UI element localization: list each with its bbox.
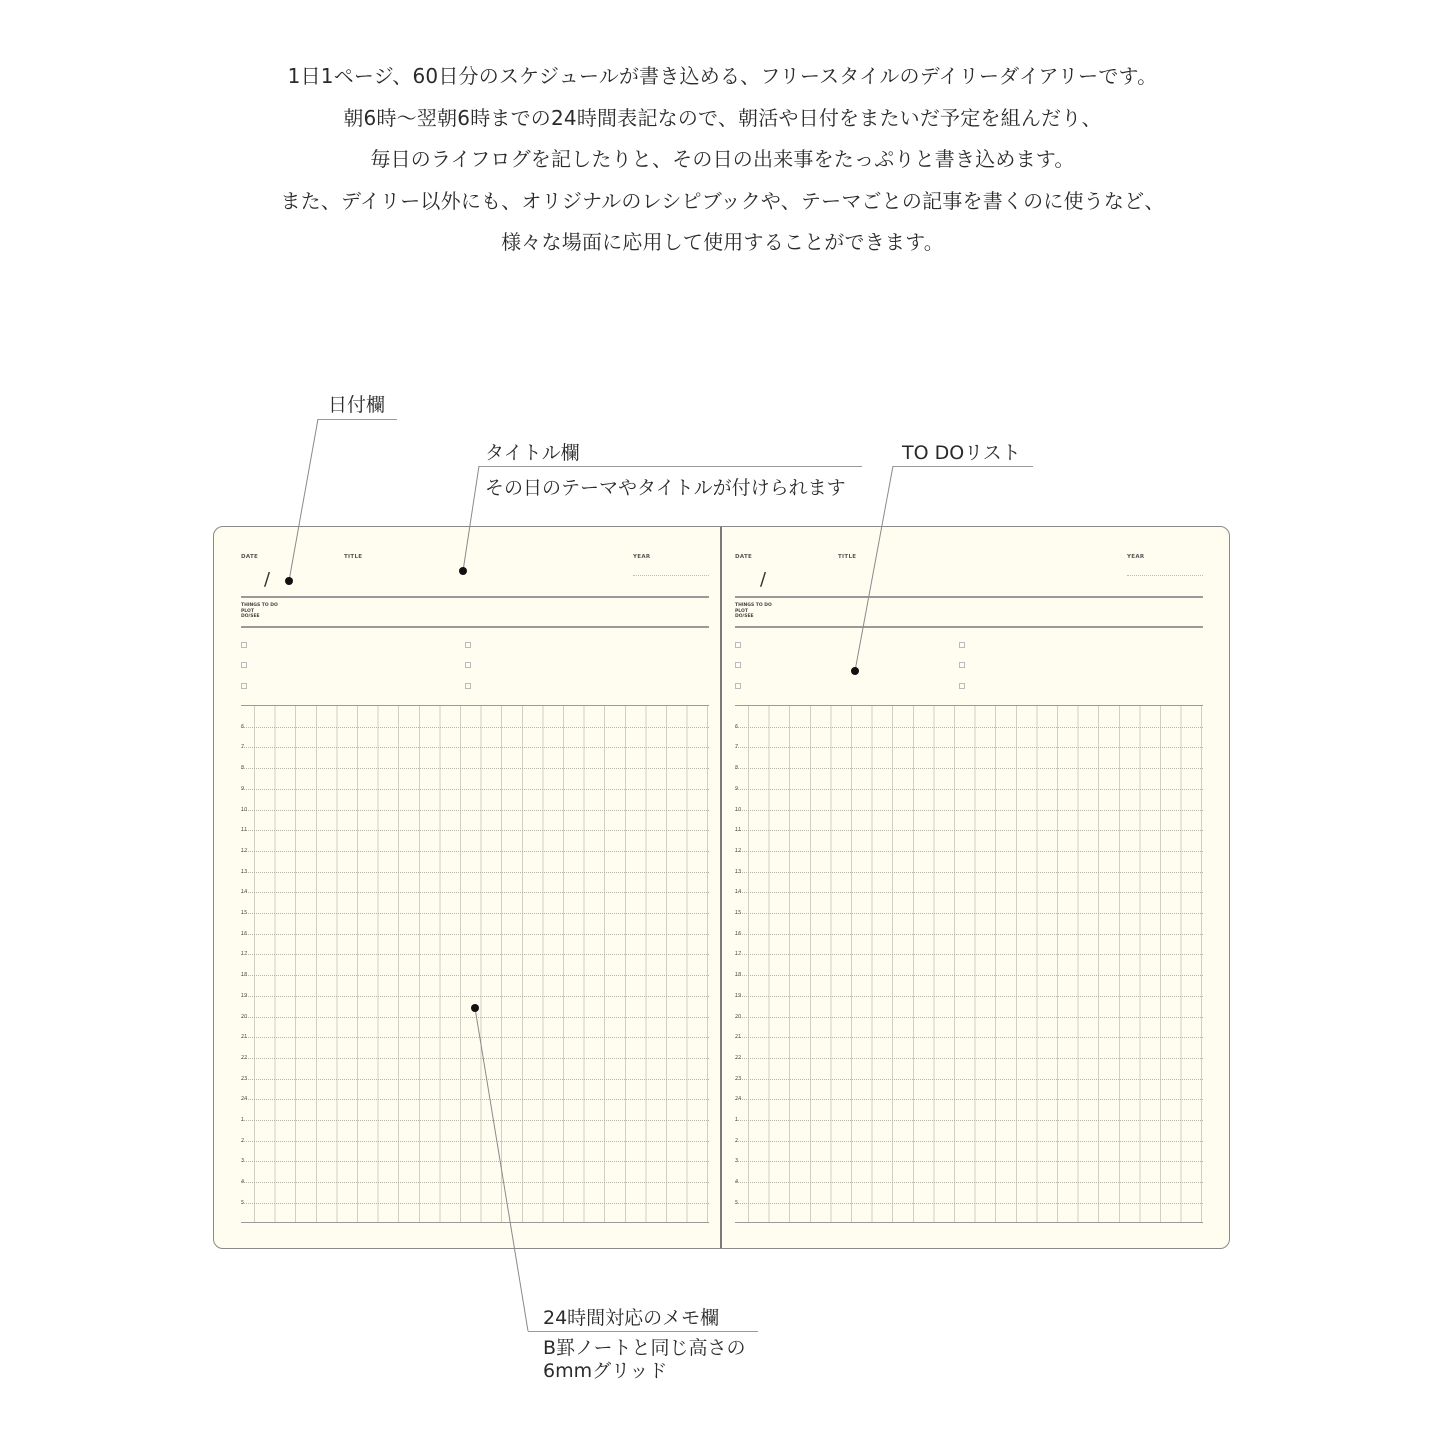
todo-label: DO/SEE — [735, 614, 754, 619]
todo-label: PLOT — [735, 608, 748, 614]
grid-columns — [748, 706, 1203, 1222]
hour-label: 14 — [241, 889, 248, 896]
hour-row — [735, 1141, 1203, 1142]
hour-row — [735, 1058, 1203, 1059]
checkbox[interactable] — [959, 642, 965, 648]
hour-row — [735, 1037, 1203, 1038]
hour-label: 14 — [735, 889, 742, 896]
hour-row — [241, 1182, 709, 1183]
hour-label: 8 — [735, 765, 739, 772]
hour-row — [241, 1141, 709, 1142]
hour-row — [241, 851, 709, 852]
hour-row — [735, 954, 1203, 955]
checkbox[interactable] — [241, 662, 247, 668]
date-slash: / — [264, 569, 271, 590]
hour-row — [735, 851, 1203, 852]
hour-label: 15 — [241, 910, 248, 916]
hour-label: 4 — [241, 1179, 245, 1186]
hour-label: 11 — [735, 827, 742, 834]
hour-row — [735, 810, 1203, 811]
page-right — [722, 527, 1228, 1248]
hour-label: 18 — [735, 972, 742, 979]
checkbox[interactable] — [465, 683, 471, 689]
hour-row — [241, 810, 709, 811]
intro-line: 朝6時〜翌朝6時までの24時間表記なので、朝活や日付をまたいだ予定を組んだり、 — [343, 105, 1102, 130]
hour-label: 17 — [735, 951, 742, 958]
hour-label: 10 — [735, 806, 742, 813]
callout-todo-title: TO DOリスト — [902, 442, 1021, 464]
year-line — [633, 575, 709, 576]
checkbox[interactable] — [735, 642, 741, 648]
hour-row — [241, 727, 709, 728]
checkbox[interactable] — [735, 662, 741, 668]
callout-todo — [902, 438, 1021, 465]
hour-row — [241, 1099, 709, 1100]
hour-label: 21 — [241, 1034, 248, 1041]
hour-label: 19 — [241, 992, 248, 999]
hour-row — [735, 727, 1203, 728]
hour-row — [241, 1037, 709, 1038]
todo-label: THINGS TO DO — [241, 603, 278, 608]
hour-label: 20 — [735, 1013, 742, 1020]
hour-label: 19 — [735, 992, 742, 999]
page-left — [214, 527, 720, 1248]
hour-row — [735, 934, 1203, 935]
marker-dot-todo — [851, 667, 859, 675]
hour-grid — [735, 705, 1203, 1223]
marker-dot-title — [459, 567, 467, 575]
hour-label: 2 — [241, 1137, 245, 1144]
hour-row — [241, 1161, 709, 1162]
hour-label: 6 — [241, 723, 245, 730]
callout-title-title: タイトル欄 — [485, 442, 580, 464]
checkbox[interactable] — [465, 662, 471, 668]
callout-date — [328, 390, 385, 417]
hour-row — [735, 830, 1203, 831]
callout-memo-title: 24時間対応のメモ欄 — [543, 1307, 720, 1329]
year-label: YEAR — [1127, 554, 1145, 560]
hour-row — [241, 1017, 709, 1018]
year-line — [1127, 575, 1203, 576]
hour-label: 16 — [241, 930, 248, 937]
checkbox[interactable] — [465, 642, 471, 648]
hour-label: 3 — [735, 1158, 739, 1165]
hour-label: 20 — [241, 1013, 248, 1020]
checkbox[interactable] — [959, 662, 965, 668]
hour-row — [241, 1058, 709, 1059]
checkbox[interactable] — [735, 683, 741, 689]
intro-line: 様々な場面に応用して使用することができます。 — [501, 230, 944, 254]
callout-date-rule — [318, 419, 397, 420]
checkbox[interactable] — [241, 642, 247, 648]
hour-label: 7 — [241, 744, 245, 751]
grid-columns — [254, 706, 709, 1222]
todo-label: THINGS TO DO — [735, 603, 772, 608]
callout-memo — [543, 1303, 719, 1330]
hour-row — [735, 747, 1203, 748]
hour-row — [241, 872, 709, 873]
notebook-spread — [213, 526, 1230, 1249]
hour-label: 10 — [241, 806, 248, 813]
hour-label: 21 — [735, 1034, 742, 1041]
hour-label: 24 — [735, 1096, 742, 1103]
intro-line: また、デイリー以外にも、オリジナルのレシピブックや、テーマごとの記事を書くのに使うなど、 — [280, 188, 1165, 213]
hour-row — [735, 892, 1203, 893]
hour-label: 13 — [735, 868, 742, 875]
hour-row — [735, 1017, 1203, 1018]
hour-label: 1 — [735, 1117, 739, 1123]
hour-label: 9 — [735, 785, 739, 792]
marker-dot-memo — [471, 1004, 479, 1012]
hour-row — [735, 768, 1203, 769]
hour-label: 15 — [735, 910, 742, 916]
hour-row — [735, 789, 1203, 790]
todo-rule — [735, 626, 1203, 628]
hour-label: 17 — [241, 951, 248, 958]
hour-row — [735, 1161, 1203, 1162]
hour-label: 11 — [241, 827, 248, 834]
callout-title-sub — [485, 473, 846, 500]
hour-label: 1 — [241, 1117, 245, 1123]
callout-title — [485, 438, 580, 465]
hour-row — [241, 1079, 709, 1080]
hour-row — [735, 1182, 1203, 1183]
intro-line: 1日1ページ、60日分のスケジュールが書き込める、フリースタイルのデイリーダイアリーです。 — [287, 64, 1158, 88]
hour-label: 23 — [241, 1075, 248, 1082]
hour-label: 22 — [735, 1054, 742, 1061]
hour-row — [241, 934, 709, 935]
date-slash: / — [760, 569, 767, 590]
hour-label: 6 — [735, 723, 739, 730]
callout-memo-sub — [543, 1337, 745, 1383]
year-label: YEAR — [633, 554, 651, 560]
hour-row — [241, 975, 709, 976]
hour-row — [735, 1099, 1203, 1100]
callout-title-desc: その日のテーマやタイトルが付けられます — [485, 477, 846, 499]
hour-row — [241, 913, 709, 914]
intro-text — [0, 60, 1445, 268]
callout-memo-rule — [528, 1331, 758, 1332]
todo-labels — [241, 603, 278, 620]
todo-label: DO/SEE — [241, 614, 260, 619]
hour-row — [241, 789, 709, 790]
header-rule — [241, 596, 709, 598]
hour-row — [735, 975, 1203, 976]
hour-row — [241, 954, 709, 955]
hour-row — [735, 996, 1203, 997]
header-rule — [735, 596, 1203, 598]
hour-label: 12 — [241, 847, 248, 854]
callout-date-title: 日付欄 — [328, 394, 386, 416]
hour-label: 3 — [241, 1158, 245, 1165]
callout-memo-desc1: B罫ノートと同じ高さの — [543, 1337, 746, 1359]
hour-label: 13 — [241, 868, 248, 875]
hour-label: 5 — [241, 1199, 245, 1206]
hour-row — [241, 830, 709, 831]
hour-row — [735, 913, 1203, 914]
callout-title-rule — [479, 466, 862, 467]
hour-row — [241, 1203, 709, 1204]
todo-rule — [241, 626, 709, 628]
title-label: TITLE — [344, 554, 363, 560]
hour-label: 4 — [735, 1179, 739, 1186]
hour-label: 5 — [735, 1199, 739, 1206]
hour-label: 2 — [735, 1137, 739, 1144]
hour-label: 16 — [735, 930, 742, 937]
hour-label: 23 — [735, 1075, 742, 1082]
hour-label: 7 — [735, 744, 739, 751]
marker-dot-date — [285, 577, 293, 585]
hour-row — [241, 892, 709, 893]
hour-label: 8 — [241, 765, 245, 772]
hour-label: 18 — [241, 972, 248, 979]
date-label: DATE — [241, 554, 259, 560]
title-label: TITLE — [838, 554, 857, 560]
callout-memo-desc2: 6mmグリッド — [543, 1360, 668, 1382]
hour-grid — [241, 705, 709, 1223]
hour-row — [735, 1120, 1203, 1121]
hour-row — [241, 1120, 709, 1121]
hour-row — [241, 747, 709, 748]
hour-label: 9 — [241, 785, 245, 792]
hour-row — [735, 1079, 1203, 1080]
todo-label: PLOT — [241, 608, 254, 614]
callout-todo-rule — [893, 466, 1033, 467]
intro-line: 毎日のライフログを記したりと、その日の出来事をたっぷりと書き込めます。 — [370, 147, 1075, 171]
checkbox[interactable] — [241, 683, 247, 689]
hour-label: 22 — [241, 1054, 248, 1061]
date-label: DATE — [735, 554, 753, 560]
hour-row — [735, 1203, 1203, 1204]
checkbox[interactable] — [959, 683, 965, 689]
todo-labels — [735, 603, 772, 620]
hour-row — [735, 872, 1203, 873]
hour-label: 24 — [241, 1096, 248, 1103]
hour-label: 12 — [735, 847, 742, 854]
hour-row — [241, 996, 709, 997]
hour-row — [241, 768, 709, 769]
